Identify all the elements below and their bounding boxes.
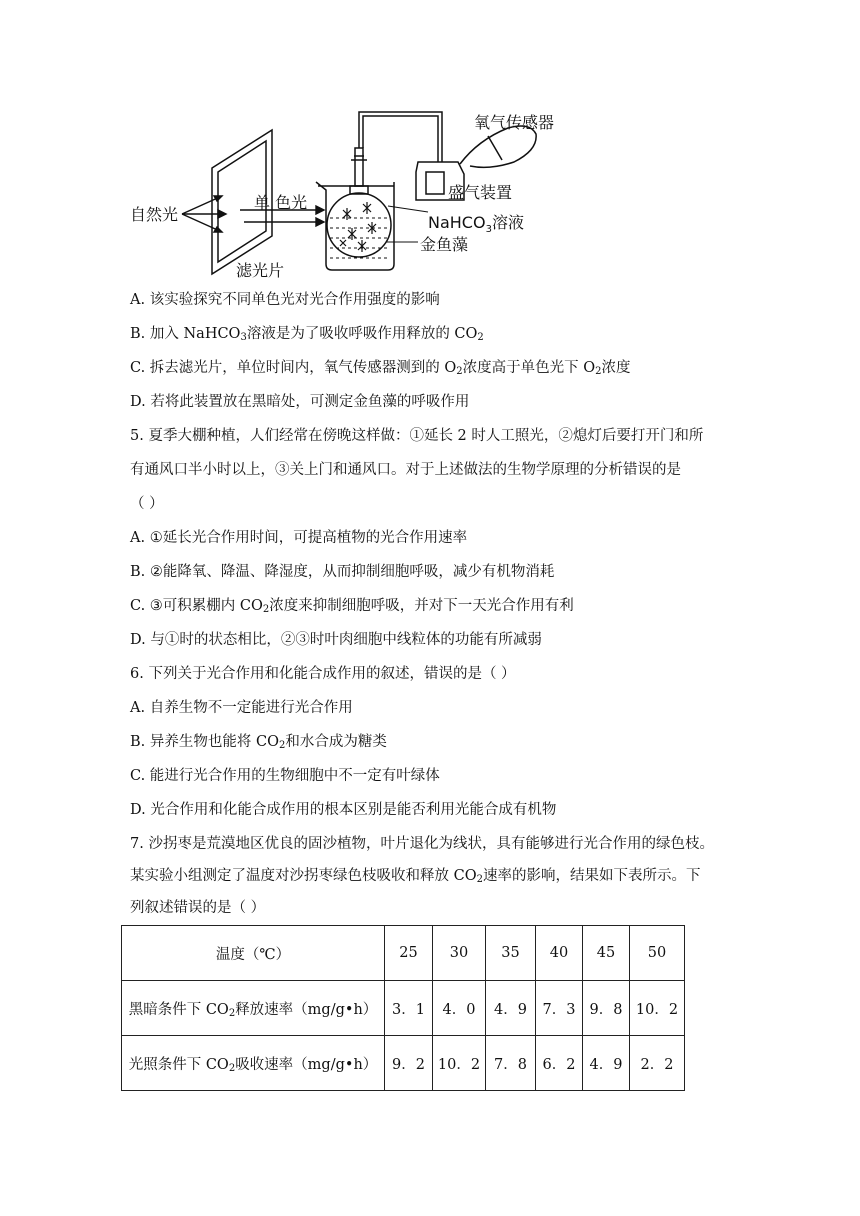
- q5-option-d: D. 与①时的状态相比，②③时叶肉细胞中线粒体的功能有所减弱: [130, 632, 542, 648]
- value-cell: 4．9: [486, 981, 536, 1036]
- q7-stem-line2: 某实验小组测定了温度对沙拐枣绿色枝吸收和释放 $CO_2$速率的影响，结果如下表所示。下: [130, 868, 701, 885]
- table-header-row: [122, 926, 685, 981]
- algae-label: 金鱼藻: [420, 235, 469, 254]
- temp-cell: 25: [385, 926, 433, 981]
- q6-option-c: C. 能进行光合作用的生物细胞中不一定有叶绿体: [130, 768, 440, 784]
- q6-option-d: D. 光合作用和化能合成作用的根本区别是能否利用光能合成有机物: [130, 802, 557, 818]
- value-cell: 4．9: [583, 1036, 630, 1091]
- value-cell: 7．8: [486, 1036, 536, 1091]
- temp-cell: 50: [630, 926, 685, 981]
- value-cell: 9．2: [385, 1036, 433, 1091]
- q4-option-a: A. 该实验探究不同单色光对光合作用强度的影响: [130, 292, 440, 308]
- solution-level-marks: [330, 218, 390, 258]
- temp-cell: 30: [433, 926, 486, 981]
- value-cell: 4．0: [433, 981, 486, 1036]
- value-cell: 3．1: [385, 981, 433, 1036]
- temperature-rate-table: [121, 925, 685, 1091]
- value-cell: 10．2: [433, 1036, 486, 1091]
- mono-light-label: 单 色光: [254, 193, 308, 212]
- q5-option-c: C. ③可积累棚内 $CO_2$浓度来抑制细胞呼吸，并对下一天光合作用有利: [130, 598, 574, 615]
- row-label-dark: 黑暗条件下 $CO_2$释放速率（mg/g•h）: [122, 981, 385, 1036]
- solution-label: NaHCO$_3$溶液: [428, 213, 524, 235]
- temp-cell: 45: [583, 926, 630, 981]
- filter-label: 滤光片: [236, 261, 285, 280]
- temp-cell: 40: [536, 926, 583, 981]
- q6-stem: 6. 下列关于光合作用和化能合成作用的叙述，错误的是（ ）: [130, 666, 516, 682]
- table-row: [122, 1036, 685, 1091]
- temp-cell: 35: [486, 926, 536, 981]
- value-cell: 2．2: [630, 1036, 685, 1091]
- q5-option-b: B. ②能降氧、降温、降湿度，从而抑制细胞呼吸，减少有机物消耗: [130, 564, 555, 580]
- q4-option-c: C. 拆去滤光片，单位时间内，氧气传感器测到的 $O_2$浓度高于单色光下 $O_2$浓度: [130, 360, 631, 377]
- value-cell: 9．8: [583, 981, 630, 1036]
- row-label-light: 光照条件下 $CO_2$吸收速率（mg/g•h）: [122, 1036, 385, 1091]
- q5-stem-line3: （ ）: [130, 496, 164, 512]
- q6-option-b: B. 异养生物也能将 $CO_2$和水合成为糖类: [130, 734, 387, 751]
- value-cell: 7．3: [536, 981, 583, 1036]
- q5-stem-line1: 5. 夏季大棚种植，人们经常在傍晚这样做：①延长 2 时人工照光，②熄灯后要打开门和所: [130, 428, 704, 444]
- algae-marks: [340, 202, 376, 252]
- q7-stem-line3: 列叙述错误的是（ ）: [130, 900, 266, 916]
- q5-stem-line2: 有通风口半小时以上，③关上门和通风口。对于上述做法的生物学原理的分析错误的是: [130, 462, 681, 478]
- q7-stem-line1: 7. 沙拐枣是荒漠地区优良的固沙植物，叶片退化为线状，具有能够进行光合作用的绿色枝。: [130, 836, 714, 852]
- q6-option-a: A. 自养生物不一定能进行光合作用: [130, 700, 353, 716]
- table-row: [122, 981, 685, 1036]
- q5-option-a: A. ①延长光合作用时间，可提高植物的光合作用速率: [130, 530, 468, 546]
- q4-option-b: B. 加入 NaHCO$_3$溶液是为了吸收呼吸作用释放的 $CO_2$: [130, 326, 484, 343]
- value-cell: 10．2: [630, 981, 685, 1036]
- experiment-diagram: [118, 100, 578, 290]
- apparatus-illustration: [118, 100, 578, 290]
- natural-light-label: 自然光: [130, 205, 179, 224]
- sensor-label: 氧气传感器: [474, 113, 555, 132]
- value-cell: 6．2: [536, 1036, 583, 1091]
- gas-device-label: 盛气装置: [448, 183, 513, 202]
- natural-light-arrows: [182, 196, 226, 232]
- table-header-label: 温度（℃）: [122, 926, 385, 981]
- q4-option-d: D. 若将此装置放在黑暗处，可测定金鱼藻的呼吸作用: [130, 394, 470, 410]
